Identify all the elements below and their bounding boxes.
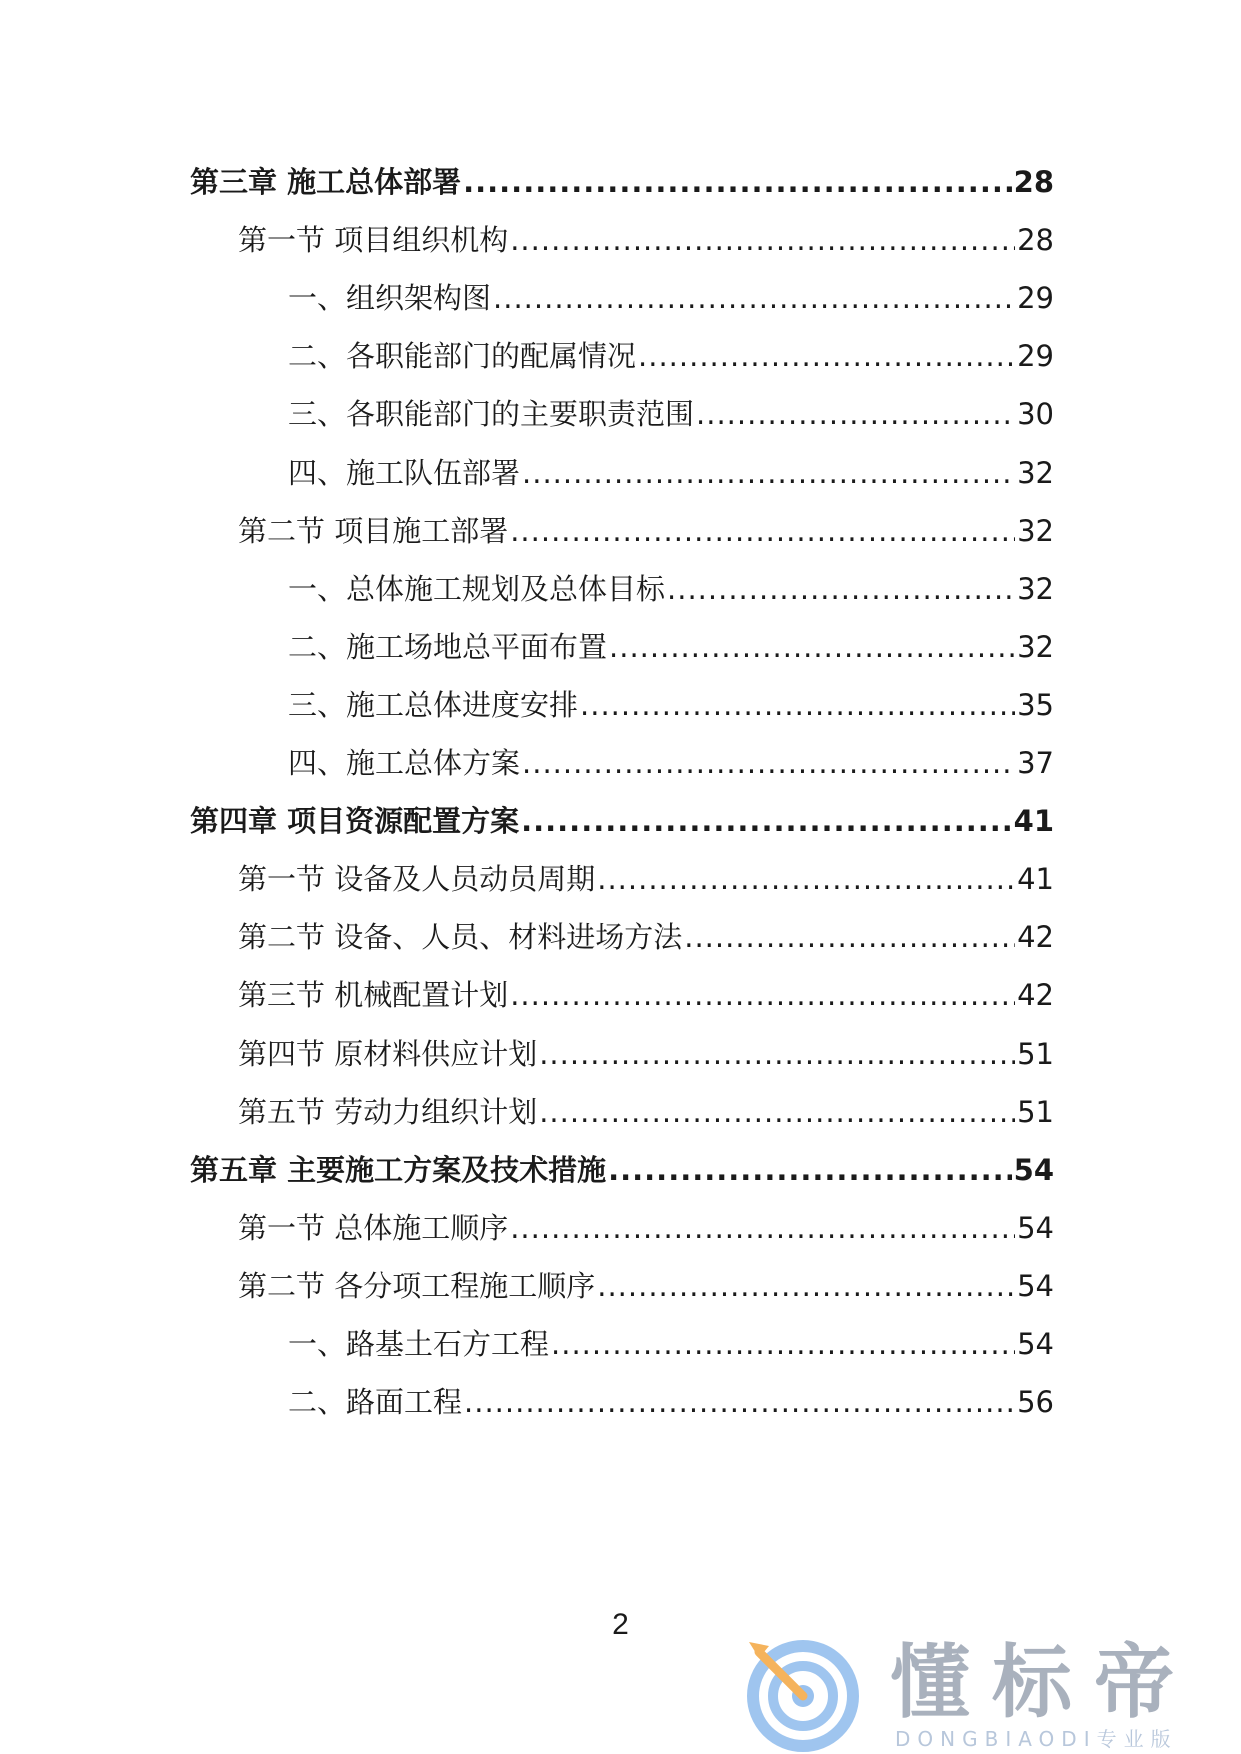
toc-dot-leader xyxy=(510,973,1015,1017)
toc-subsection-entry[interactable] xyxy=(190,276,1054,320)
toc-dot-leader xyxy=(522,741,1015,785)
toc-entry-page: 51 xyxy=(1017,1036,1054,1071)
toc-entry-page: 28 xyxy=(1013,165,1054,199)
toc-dot-leader xyxy=(521,799,1012,843)
toc-entry-title: 二、路面工程 xyxy=(288,1385,463,1420)
toc-dot-leader xyxy=(638,334,1015,378)
toc-entry-page: 54 xyxy=(1017,1327,1054,1361)
toc-section-entry[interactable] xyxy=(190,1206,1054,1250)
toc-entry-page: 56 xyxy=(1017,1385,1054,1420)
toc-section-entry[interactable] xyxy=(190,509,1054,553)
toc-dot-leader xyxy=(597,1264,1015,1308)
toc-entry-title: 三、施工总体进度安排 xyxy=(288,687,579,722)
toc-entry-title: 第二节 各分项工程施工顺序 xyxy=(238,1268,596,1303)
toc-entry-page: 29 xyxy=(1017,339,1054,374)
toc-dot-leader xyxy=(522,451,1015,495)
toc-entry-page: 32 xyxy=(1017,455,1054,490)
watermark xyxy=(745,1632,1225,1754)
toc-entry-page: 37 xyxy=(1017,746,1054,780)
toc-subsection-entry[interactable] xyxy=(190,334,1054,378)
toc-dot-leader xyxy=(539,1032,1015,1076)
toc-entry-title: 第三章 施工总体部署 xyxy=(190,165,462,199)
toc-entry-title: 第四节 原材料供应计划 xyxy=(238,1036,538,1071)
toc-subsection-entry[interactable] xyxy=(190,1380,1054,1424)
toc-entry-title: 第一节 设备及人员动员周期 xyxy=(238,862,596,897)
toc-entry-title: 第一节 项目组织机构 xyxy=(238,223,509,258)
toc-dot-leader xyxy=(493,276,1015,320)
toc-entry-page: 28 xyxy=(1017,223,1054,258)
page-number: 2 xyxy=(612,1608,629,1641)
toc-entry-page: 42 xyxy=(1017,978,1054,1013)
toc-entry-title: 二、施工场地总平面布置 xyxy=(288,629,608,664)
toc-entry-page: 54 xyxy=(1013,1152,1054,1187)
watermark-brand-name: 懂标帝 xyxy=(890,1636,1196,1729)
toc-dot-leader xyxy=(539,1090,1015,1134)
toc-section-entry[interactable] xyxy=(190,915,1054,959)
toc-entry-page: 32 xyxy=(1017,629,1054,664)
toc-entry-title: 第二节 设备、人员、材料进场方法 xyxy=(238,920,683,955)
toc-entry-title: 第三节 机械配置计划 xyxy=(238,978,509,1013)
toc-entry-title: 一、路基土石方工程 xyxy=(288,1327,550,1361)
toc-entry-title: 四、施工队伍部署 xyxy=(288,455,521,490)
toc-dot-leader xyxy=(597,857,1015,901)
toc-dot-leader xyxy=(463,160,1012,204)
toc-section-entry[interactable] xyxy=(190,1032,1054,1076)
toc-section-entry[interactable] xyxy=(190,1090,1054,1134)
toc-entry-page: 32 xyxy=(1017,571,1054,606)
toc-dot-leader xyxy=(684,915,1015,959)
toc-dot-leader xyxy=(510,509,1015,553)
toc-entry-page: 32 xyxy=(1017,513,1054,548)
toc-dot-leader xyxy=(464,1380,1015,1424)
toc-subsection-entry[interactable] xyxy=(190,741,1054,785)
toc-dot-leader xyxy=(696,392,1015,436)
toc-section-entry[interactable] xyxy=(190,218,1054,262)
toc-entry-title: 第四章 项目资源配置方案 xyxy=(190,804,520,839)
toc-entry-page: 51 xyxy=(1017,1094,1054,1129)
toc-dot-leader xyxy=(510,1206,1015,1250)
toc-subsection-entry[interactable] xyxy=(190,451,1054,495)
toc-subsection-entry[interactable] xyxy=(190,567,1054,611)
toc-dot-leader xyxy=(609,625,1015,669)
toc-entry-page: 41 xyxy=(1013,804,1054,839)
toc-chapter-entry[interactable] xyxy=(190,799,1054,843)
toc-subsection-entry[interactable] xyxy=(190,683,1054,727)
toc-entry-title: 二、各职能部门的配属情况 xyxy=(288,339,637,374)
toc-entry-title: 三、各职能部门的主要职责范围 xyxy=(288,397,695,432)
toc-entry-title: 第一节 总体施工顺序 xyxy=(238,1210,509,1245)
toc-subsection-entry[interactable] xyxy=(190,1322,1054,1366)
toc-section-entry[interactable] xyxy=(190,1264,1054,1308)
toc-subsection-entry[interactable] xyxy=(190,392,1054,436)
toc-entry-page: 54 xyxy=(1017,1210,1054,1245)
toc-dot-leader xyxy=(667,567,1015,611)
toc-entry-page: 29 xyxy=(1017,281,1054,316)
toc-entry-page: 42 xyxy=(1017,920,1054,955)
toc-entry-title: 一、总体施工规划及总体目标 xyxy=(288,571,666,606)
watermark-brand-subtitle: DONGBIAODI专业版 xyxy=(895,1727,1178,1751)
toc-section-entry[interactable] xyxy=(190,857,1054,901)
toc-subsection-entry[interactable] xyxy=(190,625,1054,669)
toc-entry-title: 第二节 项目施工部署 xyxy=(238,513,509,548)
toc-entry-title: 四、施工总体方案 xyxy=(288,746,521,780)
toc-entry-page: 30 xyxy=(1017,397,1054,432)
toc-chapter-entry[interactable] xyxy=(190,1148,1054,1192)
toc-entry-page: 41 xyxy=(1017,862,1054,897)
toc-entry-title: 第五节 劳动力组织计划 xyxy=(238,1094,538,1129)
toc-dot-leader xyxy=(580,683,1015,727)
target-logo-icon xyxy=(745,1632,867,1754)
toc-entry-title: 第五章 主要施工方案及技术措施 xyxy=(190,1152,607,1187)
toc-dot-leader xyxy=(608,1148,1012,1192)
toc-section-entry[interactable] xyxy=(190,973,1054,1017)
toc-dot-leader xyxy=(510,218,1015,262)
toc-entry-title: 一、组织架构图 xyxy=(288,281,492,316)
toc-chapter-entry[interactable] xyxy=(190,160,1054,204)
toc-entry-page: 35 xyxy=(1017,687,1054,722)
toc-entry-page: 54 xyxy=(1017,1268,1054,1303)
toc-dot-leader xyxy=(551,1322,1015,1366)
